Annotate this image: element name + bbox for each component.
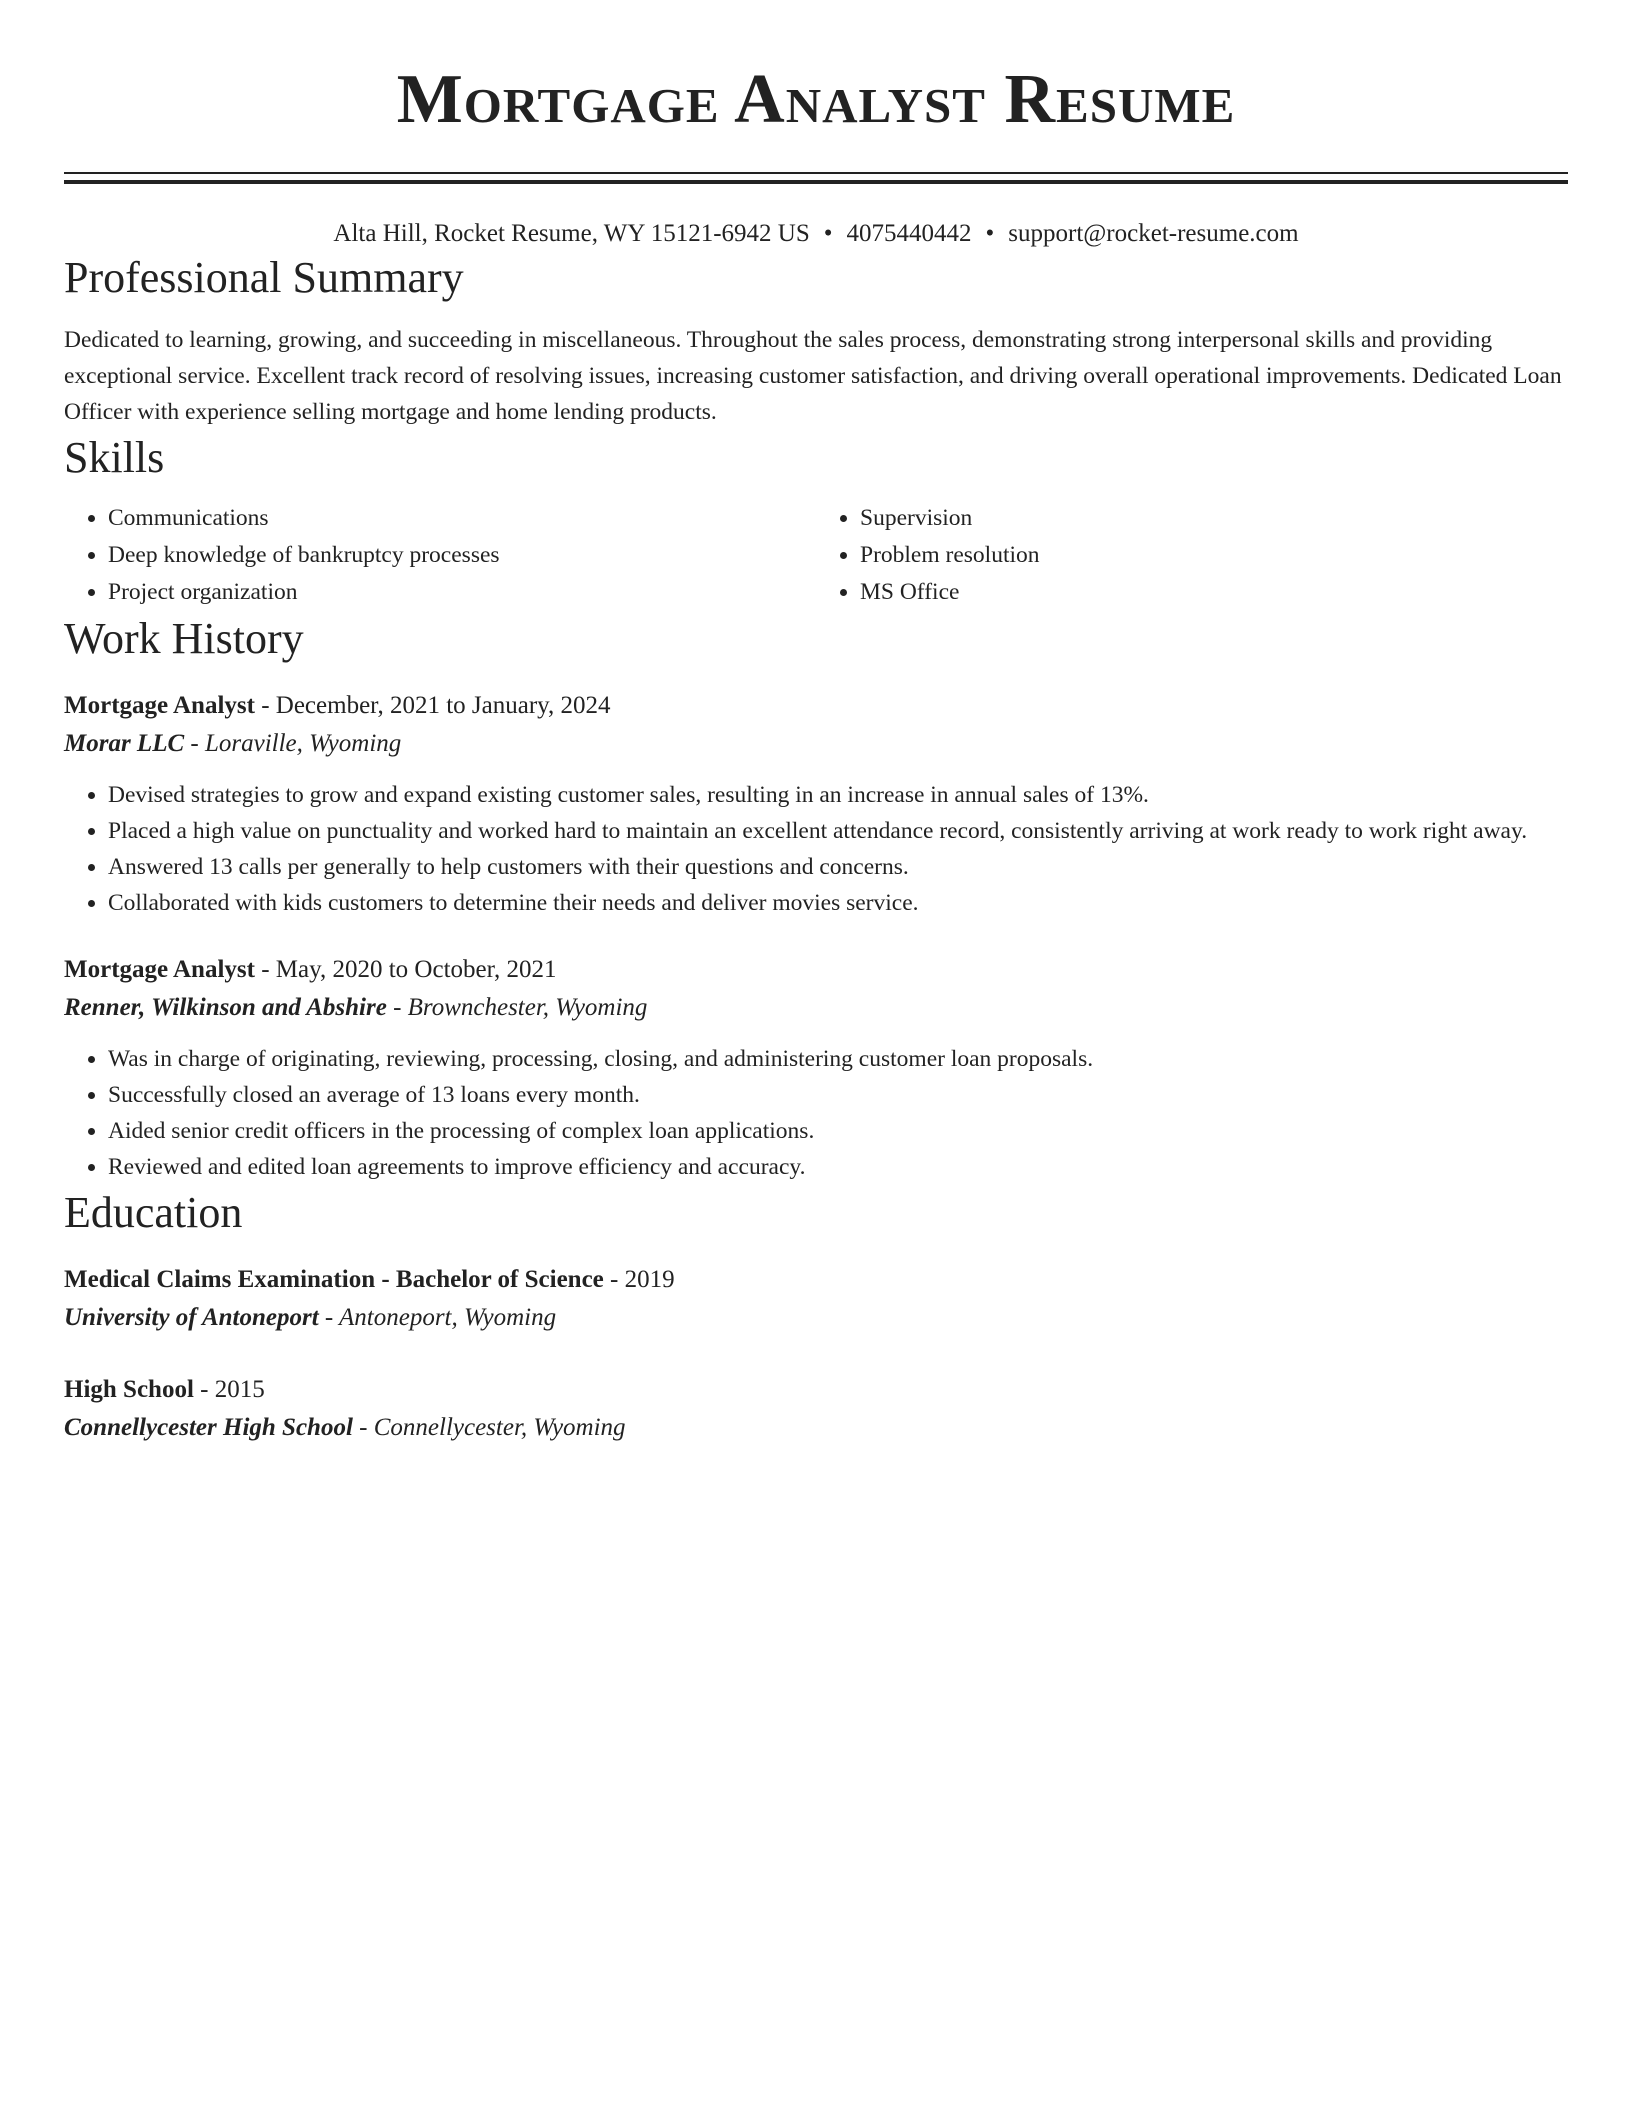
- skill-item: • Deep knowledge of bankruptcy processes: [108, 537, 816, 574]
- job-dates: - December, 2021 to January, 2024: [254, 692, 611, 719]
- job-dates: - May, 2020 to October, 2021: [254, 956, 557, 983]
- contact-line: [64, 218, 1568, 250]
- school-name: University of Antoneport: [64, 1304, 319, 1331]
- education-entry: [64, 1371, 1568, 1447]
- skill-item: • Problem resolution: [860, 537, 1568, 574]
- job-location: - Loraville, Wyoming: [184, 730, 402, 757]
- job-bullets: [64, 1041, 1568, 1185]
- job-title-line: [64, 951, 1568, 989]
- degree-line: [64, 1261, 1568, 1299]
- summary-heading: Professional Summary: [64, 253, 464, 302]
- contact-email: support@rocket-resume.com: [1008, 220, 1299, 247]
- skill-item: • Project organization: [108, 574, 816, 611]
- skills-list: [64, 500, 1568, 611]
- skill-item: • Supervision: [860, 500, 1568, 537]
- job-bullet: • Was in charge of originating, reviewing, processing, closing, and administering customer loan proposals.: [108, 1041, 1568, 1077]
- job-bullet: • Aided senior credit officers in the processing of complex loan applications.: [108, 1113, 1568, 1149]
- work-history-heading: Work History: [64, 614, 304, 663]
- job-title: Mortgage Analyst: [64, 692, 255, 719]
- school-line: [64, 1299, 1568, 1337]
- job-company-line: [64, 725, 1568, 763]
- job-bullet: • Placed a high value on punctuality and worked hard to maintain an excellent attendance record, consistently arriving at work ready to work right away.: [108, 813, 1568, 849]
- contact-phone: 4075440442: [846, 220, 972, 247]
- summary-text: Dedicated to learning, growing, and succeeding in miscellaneous. Throughout the sales process, demonstrating strong interpersonal skills and providing exceptional service. Excellent track record of resolving issues, increasing customer satisfaction, and driving overall operational improvements. Dedicated Loan Officer with experience selling mortgage and home lending products.: [64, 327, 1562, 425]
- job-entry: [64, 951, 1568, 1185]
- school-location: - Antoneport, Wyoming: [318, 1304, 557, 1331]
- degree-year: - 2019: [603, 1266, 675, 1293]
- job-company: Morar LLC: [64, 730, 185, 757]
- job-company: Renner, Wilkinson and Abshire: [64, 994, 387, 1021]
- bullet-separator: •: [985, 220, 995, 247]
- job-bullet: • Answered 13 calls per generally to help customers with their questions and concerns.: [108, 849, 1568, 885]
- skills-heading: Skills: [64, 433, 165, 482]
- job-title: Mortgage Analyst: [64, 956, 255, 983]
- job-entry: [64, 687, 1568, 921]
- skill-item: • MS Office: [860, 574, 1568, 611]
- job-bullets: [64, 777, 1568, 921]
- school-name: Connellycester High School: [64, 1414, 353, 1441]
- education-heading: Education: [64, 1188, 243, 1237]
- job-bullet: • Successfully closed an average of 13 loans every month.: [108, 1077, 1568, 1113]
- degree: Medical Claims Examination - Bachelor of Science: [64, 1266, 604, 1293]
- school-line: [64, 1409, 1568, 1447]
- job-title-line: [64, 687, 1568, 725]
- school-location: - Connellycester, Wyoming: [352, 1414, 626, 1441]
- title-divider: [64, 172, 1568, 184]
- degree-year: - 2015: [193, 1376, 265, 1403]
- degree: High School: [64, 1376, 194, 1403]
- job-bullet: • Reviewed and edited loan agreements to improve efficiency and accuracy.: [108, 1149, 1568, 1185]
- job-company-line: [64, 989, 1568, 1027]
- education-entry: [64, 1261, 1568, 1337]
- bullet-separator: •: [823, 220, 833, 247]
- job-bullet: • Collaborated with kids customers to determine their needs and deliver movies service.: [108, 885, 1568, 921]
- degree-line: [64, 1371, 1568, 1409]
- skills-column-left: [64, 500, 816, 611]
- resume-title: Mortgage Analyst Resume: [396, 61, 1236, 138]
- job-location: - Brownchester, Wyoming: [386, 994, 648, 1021]
- contact-address: Alta Hill, Rocket Resume, WY 15121-6942 US: [333, 220, 810, 247]
- skills-column-right: [816, 500, 1568, 611]
- job-bullet: • Devised strategies to grow and expand existing customer sales, resulting in an increase in annual sales of 13%.: [108, 777, 1568, 813]
- skill-item: • Communications: [108, 500, 816, 537]
